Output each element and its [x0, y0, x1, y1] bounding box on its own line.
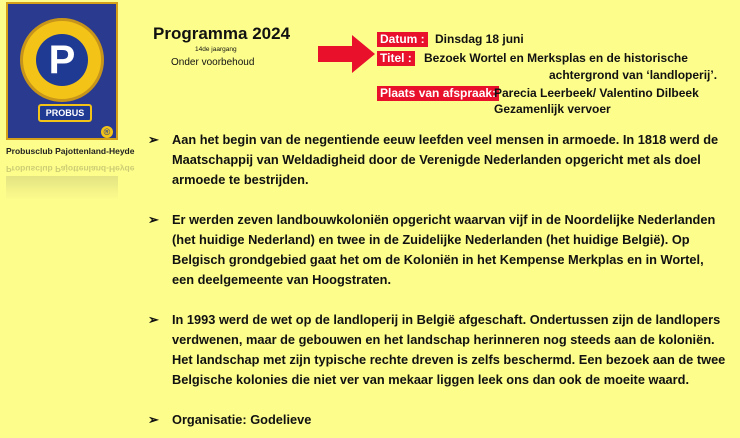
bullet-line: Belgisch grondgebied gaat het om de Koloniën in het Kempense Merkplas en in Wortel, [172, 252, 704, 267]
edition-text: 14de jaargang [195, 46, 237, 53]
bullet-line: (het huidige Nederland) en twee in de Zuidelijke Nederlanden (het huidige België). Op [172, 232, 690, 247]
bullet-line: verdwenen, maar de gebouwen en het landschap herinneren nog steeds aan de koloniën. [172, 332, 715, 347]
bullet-item [148, 210, 728, 290]
bullet-arrow-icon: ➢ [148, 132, 159, 147]
title-value-line2: achtergrond van ‘landloperij’. [549, 68, 718, 82]
title-label: Titel : [377, 51, 415, 66]
bullet-line: armoede te bestrijden. [172, 172, 309, 187]
bullet-line: In 1993 werd de wet op de landloperij in België afgeschaft. Ondertussen zijn de landlopers [172, 312, 721, 327]
bullet-line: Belgische kolonies die niet ver van mekaar liggen leek ons dan ook de moeite waard. [172, 372, 690, 387]
bullet-line: een deelgemeente van Hoogstraten. [172, 272, 392, 287]
organisation-line: Organisatie: Godelieve [172, 412, 312, 427]
logo-banner: PROBUS [38, 104, 92, 122]
bullet-line: Aan het begin van de negentiende eeuw leefden veel mensen in armoede. In 1818 werd de [172, 132, 719, 147]
place-value-line1: Parecia Leerbeek/ Valentino Dilbeek [494, 86, 699, 100]
bullet-arrow-icon: ➢ [148, 212, 159, 227]
logo-ring [20, 18, 104, 102]
registered-icon: ® [101, 126, 113, 138]
bullet-list [148, 130, 728, 430]
club-name-reflection: Probusclub Pajottenland-Heyde [6, 164, 135, 174]
bullet-line: Maatschappij van Weldadigheid door de Verenigde Nederlanden opgericht met als doel [172, 152, 701, 167]
club-name: Probusclub Pajottenland-Heyde [6, 146, 135, 156]
title-value-line1: Bezoek Wortel en Merksplas en de historische [424, 51, 688, 65]
probus-logo [6, 2, 118, 140]
program-subtitle: Onder voorbehoud [171, 57, 255, 68]
place-label: Plaats van afspraak: [377, 86, 499, 101]
bullet-item [148, 410, 728, 430]
bullet-item [148, 310, 728, 390]
bullet-arrow-icon: ➢ [148, 412, 159, 427]
date-label: Datum : [377, 32, 428, 47]
program-title: Programma 2024 [153, 24, 291, 43]
bullet-item [148, 130, 728, 190]
date-value: Dinsdag 18 juni [435, 32, 524, 46]
bullet-arrow-icon: ➢ [148, 312, 159, 327]
logo-inner-circle [36, 34, 88, 86]
bullet-line: Het landschap met zijn typische rechte dreven is zelfs beschermd. Een bezoek aan de twee [172, 352, 726, 367]
place-value-line2: Gezamenlijk vervoer [494, 102, 611, 116]
red-arrow-icon [318, 34, 376, 74]
logo-letter: P [48, 38, 76, 82]
logo-reflection [6, 176, 118, 200]
bullet-line: Er werden zeven landbouwkoloniën opgericht waarvan vijf in de Noordelijke Nederlanden [172, 212, 716, 227]
